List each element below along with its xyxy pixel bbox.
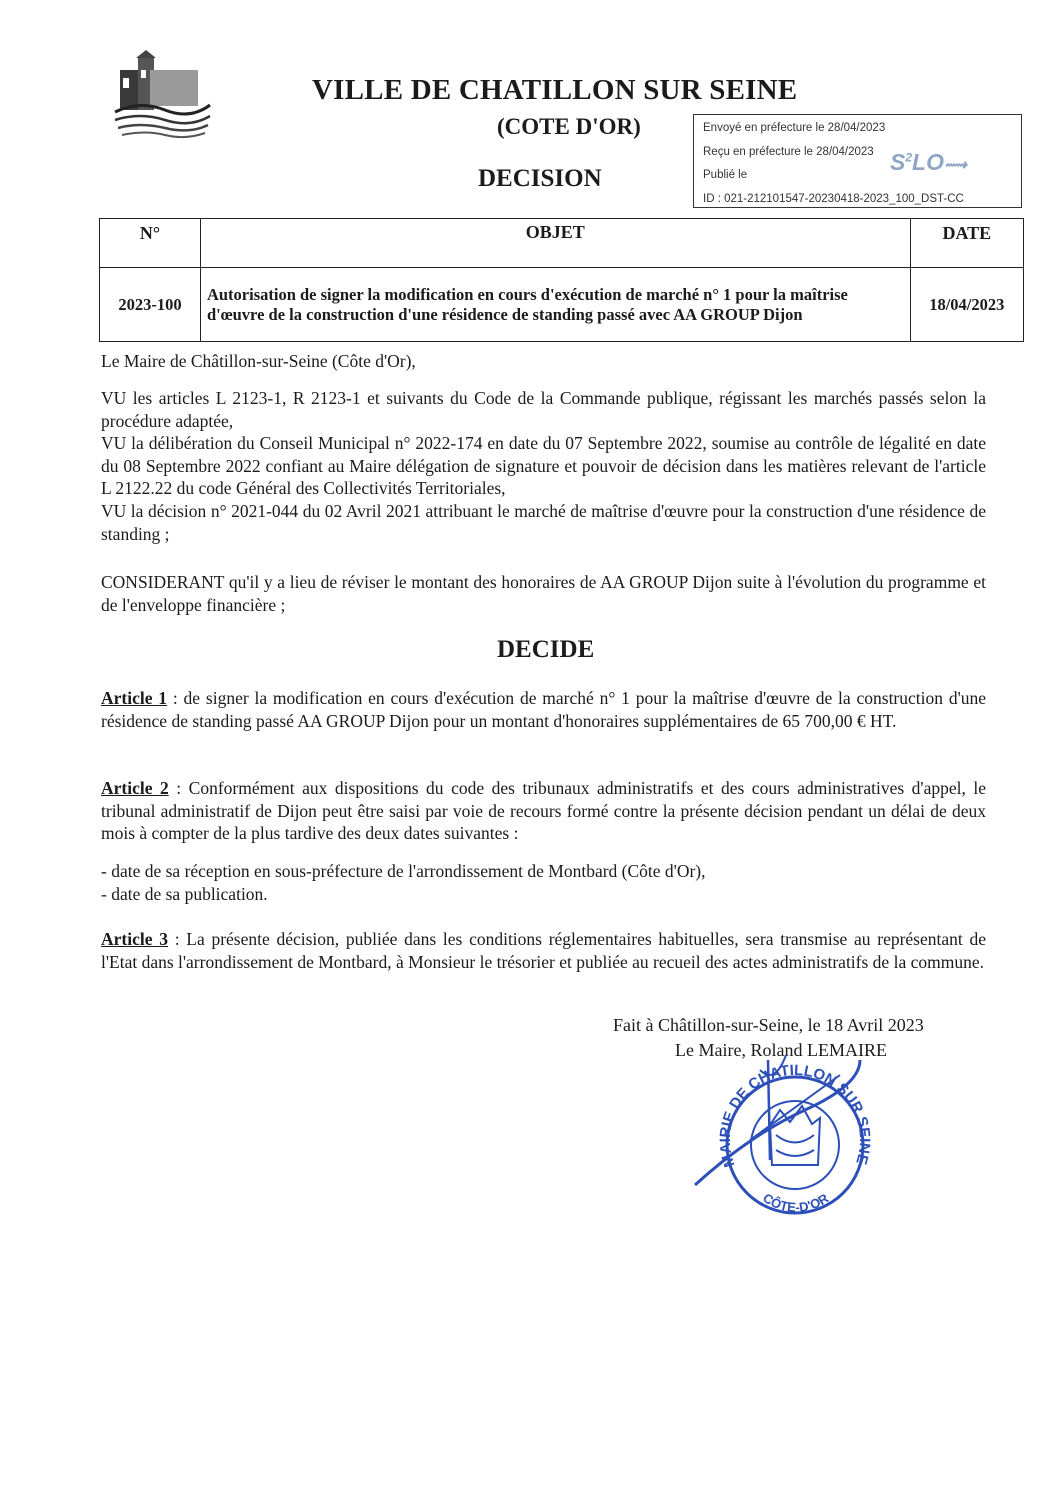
date-list-item: - date de sa réception en sous-préfecture de l'arrondissement de Montbard (Côte d'Or), bbox=[101, 861, 706, 881]
sent-date: Envoyé en préfecture le 28/04/2023 bbox=[703, 122, 886, 134]
vu-paragraph-2: VU la délibération du Conseil Municipal n° 2022-174 en date du 07 Septembre 2022, soumise au contrôle de légalité en date du 08 Septembre 2022 confiant au Maire délégation de signature et pouvoir de décision dans les matières relevant de l'article L 2122.22 du code Général des Collectivités Territoriales, bbox=[101, 433, 986, 498]
considerant-paragraph: CONSIDERANT qu'il y a lieu de réviser le montant des honoraires de AA GROUP Dijon suite à l'évolution du programme et de l'enveloppe financière ; bbox=[101, 572, 986, 615]
date-list-item: - date de sa publication. bbox=[101, 884, 268, 904]
article-2 bbox=[101, 777, 986, 845]
article-2-text: : Conformément aux dispositions du code des tribunaux administratifs et des cours administratives d'appel, le tribunal administratif de Dijon peut être saisi par voie de recours formé contre la présente décision pendant un délai de deux mois à compter de la plus tardive des deux dates suivantes : bbox=[101, 778, 986, 843]
document-type-heading: DECISION bbox=[478, 165, 602, 192]
table-row bbox=[100, 268, 1024, 342]
svg-text:CÔTE-D'OR: CÔTE-D'OR bbox=[760, 1190, 832, 1215]
published-label: Publié le bbox=[703, 169, 748, 181]
article-1-label: Article 1 bbox=[101, 688, 168, 708]
vu-paragraph-3: VU la décision n° 2021-044 du 02 Avril 2021 attribuant le marché de maîtrise d'œuvre pour la construction d'une résidence de standing ; bbox=[101, 501, 986, 544]
svg-text:MAIRIE DE CHATILLON SUR SEINE: MAIRIE DE CHATILLON SUR SEINE bbox=[716, 1061, 874, 1170]
signer-name: Le Maire, Roland LEMAIRE bbox=[675, 1040, 887, 1060]
city-logo bbox=[110, 50, 215, 140]
decision-object: Autorisation de signer la modification en cours d'exécution de marché n° 1 pour la maîtrise d'œuvre de la construction d'une résidence de standing passé avec AA GROUP Dijon bbox=[200, 268, 910, 342]
prefecture-receipt-box bbox=[693, 114, 1022, 208]
department-subtitle: (COTE D'OR) bbox=[497, 114, 641, 139]
header-object: OBJET bbox=[200, 219, 910, 268]
article-3 bbox=[101, 928, 986, 973]
article-1 bbox=[101, 687, 986, 732]
header-date: DATE bbox=[910, 219, 1023, 268]
table-header-row bbox=[100, 219, 1024, 268]
city-title: VILLE DE CHATILLON SUR SEINE bbox=[312, 74, 798, 106]
mayor-stamp-and-signature bbox=[690, 1040, 890, 1230]
article-1-text: : de signer la modification en cours d'exécution de marché n° 1 pour la maîtrise d'œuvre de la construction d'une résidence de standing passé AA GROUP Dijon pour un montant d'honoraires supplémentaires de 65 700,00 € HT. bbox=[101, 688, 986, 731]
place-and-date: Fait à Châtillon-sur-Seine, le 18 Avril 2023 bbox=[613, 1015, 924, 1035]
article-2-label: Article 2 bbox=[101, 778, 169, 798]
decision-table bbox=[99, 218, 1024, 342]
article-3-label: Article 3 bbox=[101, 929, 168, 949]
vu-paragraph-1: VU les articles L 2123-1, R 2123-1 et suivants du Code de la Commande publique, régissant les marchés passés selon la procédure adaptée, bbox=[101, 388, 986, 431]
header-number: N° bbox=[100, 219, 201, 268]
article-3-text: : La présente décision, publiée dans les conditions réglementaires habituelles, sera transmise au représentant de l'Etat dans l'arrondissement de Montbard, à Monsieur le trésorier et publiée au recueil des actes administratifs de la commune. bbox=[101, 929, 986, 972]
mayor-intro: Le Maire de Châtillon-sur-Seine (Côte d'Or), bbox=[101, 351, 416, 371]
decide-heading: DECIDE bbox=[497, 636, 595, 663]
decision-number: 2023-100 bbox=[100, 268, 201, 342]
s2lo-logo: $S^2LO⟿$ bbox=[890, 149, 967, 175]
act-id: ID : 021-212101547-20230418-2023_100_DST-CC bbox=[703, 193, 964, 205]
decision-date: 18/04/2023 bbox=[910, 268, 1023, 342]
received-date: Reçu en préfecture le 28/04/2023 bbox=[703, 146, 874, 158]
